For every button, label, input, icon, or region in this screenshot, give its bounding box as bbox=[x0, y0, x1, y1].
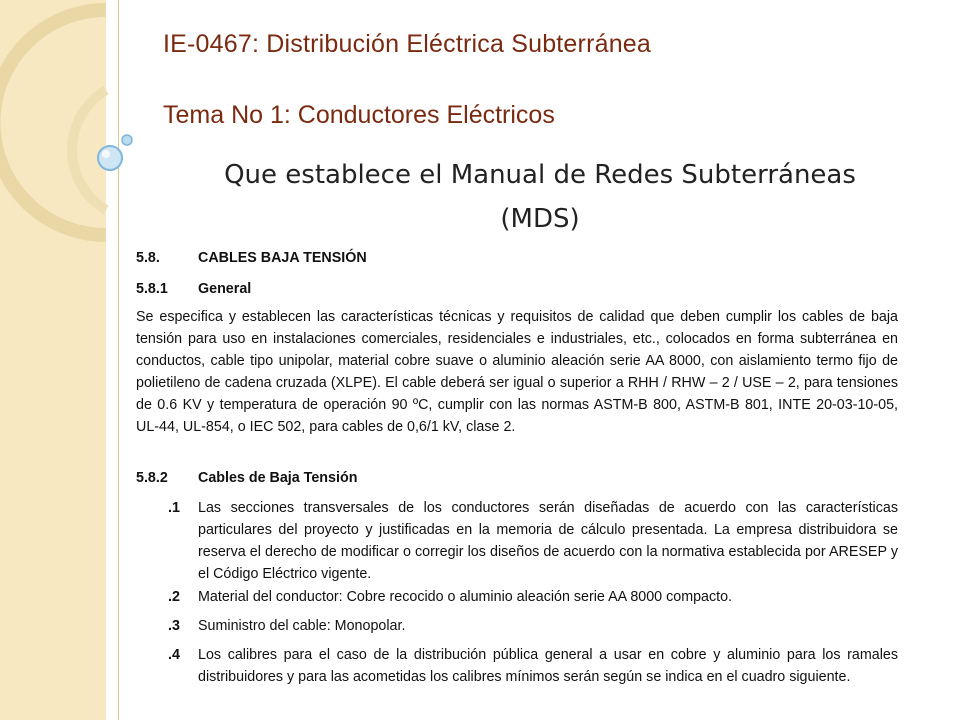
subsection-number: 5.8.1 bbox=[136, 281, 168, 297]
decorative-bubble-large bbox=[98, 146, 122, 170]
subsection-title: General bbox=[198, 281, 252, 297]
item-text: Los calibres para el caso de la distribución pública general a usar en cobre y aluminio para los ramales distribuidores y para las acometidas los calibres mínimos serán según se indica en el cuadro siguiente. bbox=[198, 647, 898, 685]
section-title: CABLES BAJA TENSIÓN bbox=[198, 250, 367, 266]
main-heading bbox=[140, 153, 940, 241]
general-paragraph: Se especifica y establecen las características técnicas y requisitos de calidad que deben cumplir los cables de baja tensión para uso en instalaciones comerciales, residenciales e industriales, etc., colocados en forma subterránea en conductos, cable tipo unipolar, material cobre suave o aluminio aleación serie AA 8000, con aislamiento termo fijo de polietileno de cadena cruzada (XLPE). El cable deberá ser igual o superior a RHH / RHW – 2 / USE – 2, para tensiones de 0.6 KV y temperatura de operación 90 ºC, cumplir con las normas ASTM-B 800, ASTM-B 801, INTE 20-03-10-05, UL-44, UL-854, o IEC 502, para cables de 0,6/1 kV, clase 2. bbox=[136, 309, 898, 435]
main-heading-line2: (MDS) bbox=[500, 204, 580, 234]
item-text: Material del conductor: Cobre recocido o aluminio aleación serie AA 8000 compacto. bbox=[198, 589, 733, 605]
subsection-number: 5.8.2 bbox=[136, 470, 168, 486]
item-text: Las secciones transversales de los conductores serán diseñadas de acuerdo con las características particulares del proyecto y justificadas en la memoria de cálculo presentada. La empresa distribuidora se reserva el derecho de modificar o corregir los diseños de acuerdo con la normativa establecida por ARESEP y el Código Eléctrico vigente. bbox=[198, 500, 898, 582]
main-heading-line1: Que establece el Manual de Redes Subterráneas bbox=[224, 160, 856, 190]
decorative-bubble-small bbox=[122, 135, 132, 145]
item-number: .4 bbox=[168, 647, 180, 663]
course-title: IE-0467: Distribución Eléctrica Subterránea bbox=[163, 30, 652, 58]
subsection-title: Cables de Baja Tensión bbox=[198, 470, 358, 486]
section-number: 5.8. bbox=[136, 250, 160, 266]
topic-title: Tema No 1: Conductores Eléctricos bbox=[163, 101, 555, 129]
item-number: .1 bbox=[168, 500, 180, 516]
item-number: .3 bbox=[168, 618, 180, 634]
decorative-bubble-highlight bbox=[102, 150, 110, 158]
item-number: .2 bbox=[168, 589, 180, 605]
item-text: Suministro del cable: Monopolar. bbox=[198, 618, 406, 634]
